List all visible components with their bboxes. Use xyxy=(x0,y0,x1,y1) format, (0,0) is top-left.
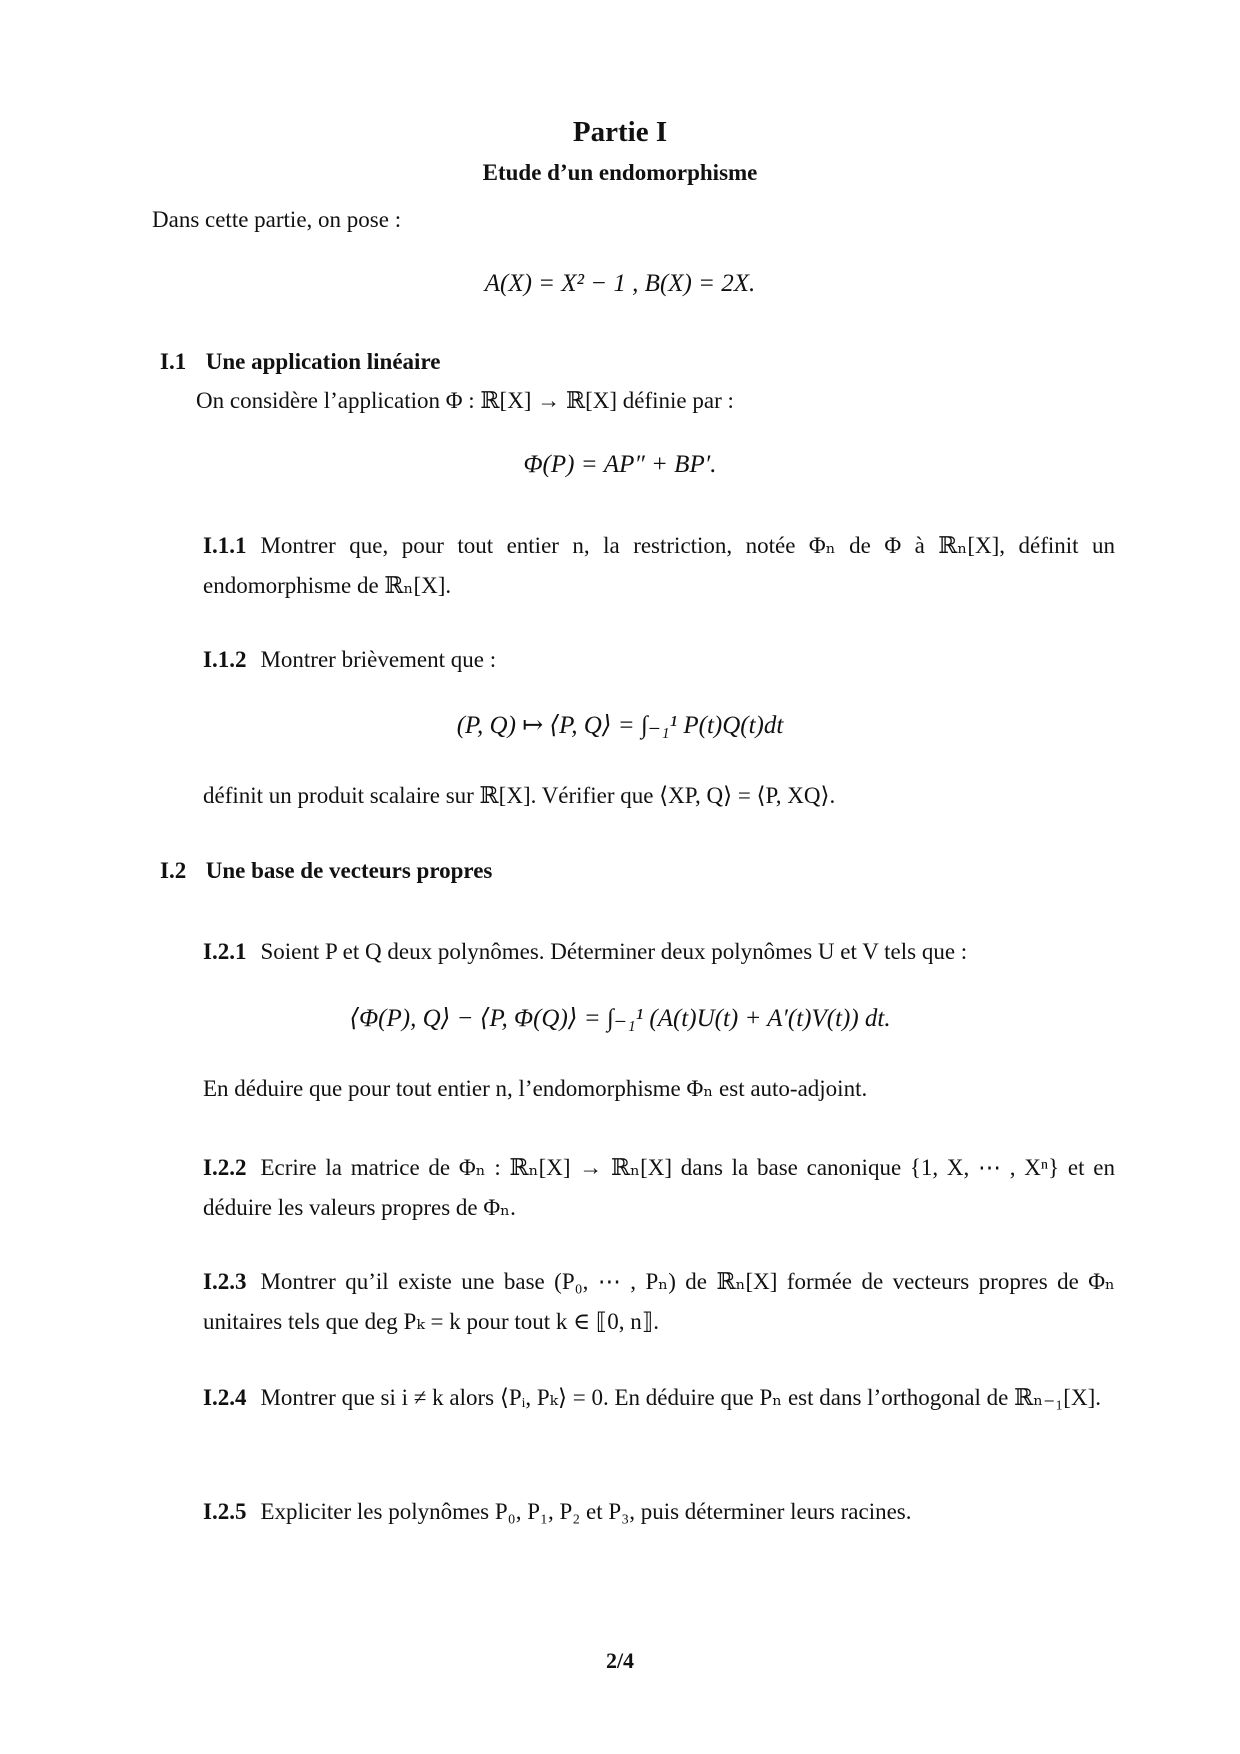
question-text: Montrer brièvement que : xyxy=(260,647,497,672)
section-heading-2 xyxy=(160,858,492,884)
section-1-equation: Φ(P) = AP″ + BP′. xyxy=(523,451,717,478)
question-number: I.2.2 xyxy=(203,1155,247,1180)
question-text: Montrer qu’il existe une base (P₀, ⋯ , Pₙ) de ℝₙ[X] formée de vecteurs propres de Φₙ unitaires tels que deg Pₖ = k pour tout k ∈ ⟦0, n⟧. xyxy=(203,1269,1115,1334)
question-I-2-1-after: En déduire que pour tout entier n, l’endomorphisme Φₙ est auto-adjoint. xyxy=(203,1076,868,1101)
question-I-1-2-equation: (P, Q) ↦ ⟨P, Q⟩ = ∫₋₁¹ P(t)Q(t)dt xyxy=(456,712,784,739)
section-1-text: On considère l’application Φ : ℝ[X] → ℝ[X] définie par : xyxy=(196,388,734,413)
question-I-2-5 xyxy=(203,1492,912,1532)
page-number: 2/4 xyxy=(605,1648,635,1673)
question-text: Expliciter les polynômes P₀, P₁, P₂ et P₃, puis déterminer leurs racines. xyxy=(260,1499,912,1524)
question-number: I.2.3 xyxy=(203,1269,247,1294)
intro-equation: A(X) = X² − 1 , B(X) = 2X. xyxy=(484,270,756,297)
question-text: Montrer que si i ≠ k alors ⟨Pᵢ, Pₖ⟩ = 0. En déduire que Pₙ est dans l’orthogonal de ℝₙ₋₁[X]. xyxy=(260,1385,1101,1410)
question-I-2-3 xyxy=(203,1262,1115,1342)
question-I-1-2 xyxy=(203,640,496,680)
question-number: I.2.1 xyxy=(203,939,247,964)
section-title: Une application linéaire xyxy=(205,349,441,374)
question-I-1-2-after: définit un produit scalaire sur ℝ[X]. Vérifier que ⟨XP, Q⟩ = ⟨P, XQ⟩. xyxy=(203,783,836,808)
question-text: Soient P et Q deux polynômes. Déterminer deux polynômes U et V tels que : xyxy=(260,939,968,964)
question-I-2-4 xyxy=(203,1378,1115,1418)
question-number: I.2.4 xyxy=(203,1385,247,1410)
question-number: I.1.2 xyxy=(203,647,247,672)
section-heading-1 xyxy=(160,349,440,375)
question-text: Montrer que, pour tout entier n, la restriction, notée Φₙ de Φ à ℝₙ[X], définit un endomorphisme de ℝₙ[X]. xyxy=(203,533,1115,598)
question-I-2-1 xyxy=(203,932,967,972)
section-number: I.1 xyxy=(160,349,187,374)
question-I-2-1-equation: ⟨Φ(P), Q⟩ − ⟨P, Φ(Q)⟩ = ∫₋₁¹ (A(t)U(t) + A′(t)V(t)) dt. xyxy=(349,1005,891,1032)
question-I-1-1 xyxy=(203,526,1115,606)
page-subtitle: Etude d’un endomorphisme xyxy=(482,160,758,185)
section-title: Une base de vecteurs propres xyxy=(205,858,493,883)
question-text: Ecrire la matrice de Φₙ : ℝₙ[X] → ℝₙ[X] dans la base canonique {1, X, ⋯ , Xⁿ} et en déduire les valeurs propres de Φₙ. xyxy=(203,1155,1115,1220)
intro-text: Dans cette partie, on pose : xyxy=(152,207,402,232)
page-title: Partie I xyxy=(572,116,668,148)
question-I-2-2 xyxy=(203,1148,1115,1228)
section-number: I.2 xyxy=(160,858,187,883)
question-number: I.1.1 xyxy=(203,533,247,558)
question-number: I.2.5 xyxy=(203,1499,247,1524)
